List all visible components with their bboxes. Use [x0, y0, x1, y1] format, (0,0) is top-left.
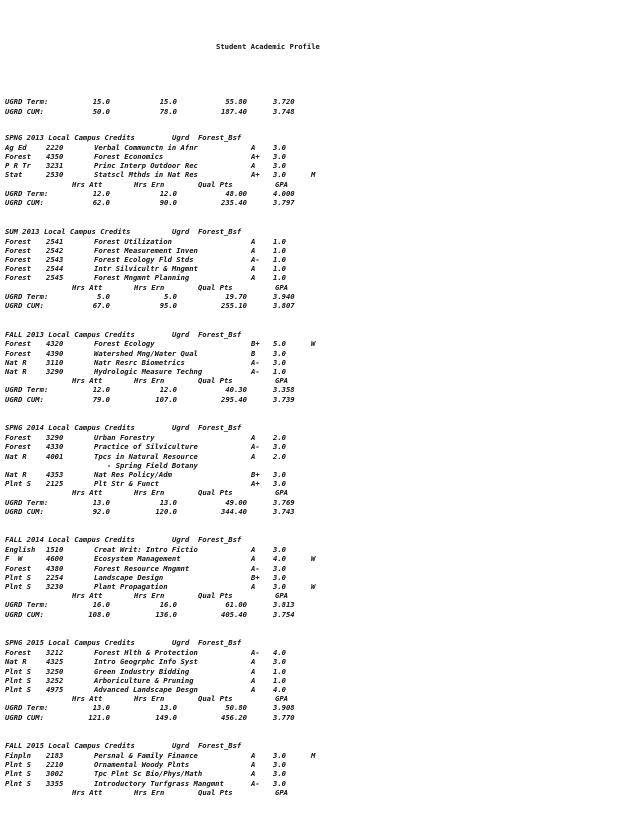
course-units: 3.0	[273, 357, 286, 367]
course-grade: B+	[251, 469, 260, 479]
course-number: 3290	[46, 433, 64, 443]
hrs-attempted: 5.0	[97, 291, 110, 301]
course-grade: A-	[251, 357, 260, 367]
hrs-earned: 5.0	[164, 291, 177, 301]
course-title: Statscl Mthds in Nat Res	[94, 170, 198, 180]
course-number: 2183	[46, 751, 64, 760]
course-subject: Stat	[5, 170, 23, 180]
course-grade: A	[251, 236, 256, 246]
summary-label: UGRD CUM:	[5, 300, 44, 310]
course-subject: Forest	[5, 348, 31, 358]
hrs-earned: 149.0	[155, 712, 177, 722]
course-title: Arboriculture & Pruning	[94, 675, 194, 685]
gpa-value: 3.358	[273, 385, 295, 395]
course-grade: A	[251, 582, 256, 591]
hrs-attempted: 67.0	[92, 300, 110, 310]
gpa-value: 3.720	[273, 97, 295, 106]
course-number: 2220	[46, 142, 64, 152]
col-hrs-att: Hrs Att	[72, 376, 103, 386]
course-subject: Plnt S	[5, 572, 31, 582]
course-number: 3290	[46, 367, 64, 376]
quality-points: 19.70	[225, 291, 247, 301]
program-name: Ugrd Forest_Bsf	[172, 741, 242, 751]
hrs-attempted: 50.0	[92, 107, 110, 116]
course-grade: B	[251, 348, 256, 358]
course-note: - Spring Field Botany	[107, 460, 198, 470]
quality-points: 344.40	[221, 506, 247, 516]
course-subject: Forest	[5, 152, 31, 161]
col-gpa: GPA	[275, 694, 288, 704]
course-title: Forest Hlth & Protection	[94, 648, 198, 658]
term-title: FALL 2015 Local Campus Credits	[5, 741, 135, 751]
course-title: Landscape Design	[94, 572, 164, 582]
course-grade: A-	[251, 648, 260, 658]
course-title: Ornamental Woody Plnts	[94, 760, 190, 770]
course-number: 3110	[46, 357, 64, 367]
course-subject: Plnt S	[5, 675, 31, 685]
course-number: 2125	[46, 479, 64, 489]
course-units: 1.0	[273, 245, 286, 255]
course-title: Intr Silvicultr & Mngmnt	[94, 264, 198, 274]
course-title: Princ Interp Outdoor Rec	[94, 161, 198, 171]
hrs-attempted: 16.0	[92, 600, 110, 610]
summary-label: UGRD CUM:	[5, 107, 44, 116]
quality-points: 49.00	[225, 497, 247, 507]
col-hrs-ern: Hrs Ern	[134, 179, 165, 189]
summary-label: UGRD Term:	[5, 188, 49, 198]
quality-points: 405.40	[221, 609, 247, 619]
course-units: 3.0	[273, 469, 286, 479]
col-hrs-ern: Hrs Ern	[134, 694, 165, 704]
col-hrs-att: Hrs Att	[72, 694, 103, 704]
hrs-earned: 90.0	[159, 198, 177, 207]
course-grade: A	[251, 264, 256, 274]
hrs-attempted: 13.0	[92, 703, 110, 713]
summary-label: UGRD Term:	[5, 497, 49, 507]
course-units: 3.0	[273, 479, 286, 489]
course-subject: Nat R	[5, 357, 27, 367]
gpa-value: 3.769	[273, 497, 295, 507]
course-subject: Forest	[5, 273, 31, 283]
course-title: Natr Resrc Biometrics	[94, 357, 185, 367]
course-number: 3212	[46, 648, 64, 658]
gpa-value: 3.908	[273, 703, 295, 713]
course-units: 3.0	[273, 170, 286, 180]
course-number: 3252	[46, 675, 64, 685]
course-units: 1.0	[273, 254, 286, 264]
course-number: 4325	[46, 657, 64, 667]
col-qual-pts: Qual Pts	[198, 591, 233, 601]
course-flag: W	[311, 554, 316, 564]
hrs-attempted: 13.0	[92, 497, 110, 507]
quality-points: 48.00	[225, 188, 247, 198]
col-qual-pts: Qual Pts	[198, 376, 233, 386]
course-units: 5.0	[273, 339, 286, 349]
col-hrs-att: Hrs Att	[72, 787, 103, 797]
course-grade: A	[251, 657, 256, 667]
program-name: Ugrd Forest_Bsf	[172, 226, 242, 236]
course-grade: A+	[251, 170, 260, 180]
course-title: Hydrologic Measure Techng	[94, 367, 203, 376]
course-grade: A	[251, 760, 256, 770]
quality-points: 61.00	[225, 600, 247, 610]
program-name: Ugrd Forest_Bsf	[172, 638, 242, 648]
course-number: 3230	[46, 582, 64, 591]
course-title: Verbal Communctn in Afnr	[94, 142, 198, 152]
course-subject: Plnt S	[5, 684, 31, 694]
summary-label: UGRD CUM:	[5, 609, 44, 619]
course-subject: Nat R	[5, 657, 27, 667]
gpa-value: 3.754	[273, 609, 295, 619]
course-title: Creat Writ: Intro Fictio	[94, 545, 198, 555]
gpa-value: 3.797	[273, 198, 295, 207]
hrs-attempted: 15.0	[92, 97, 110, 106]
quality-points: 456.20	[221, 712, 247, 722]
hrs-earned: 12.0	[159, 385, 177, 395]
course-grade: A+	[251, 152, 260, 161]
course-number: 2541	[46, 236, 64, 246]
hrs-earned: 13.0	[159, 497, 177, 507]
course-subject: Forest	[5, 433, 31, 443]
course-grade: A	[251, 545, 256, 555]
col-gpa: GPA	[275, 282, 288, 292]
course-title: Urban Forestry	[94, 433, 155, 443]
course-grade: A	[251, 433, 256, 443]
course-subject: Nat R	[5, 451, 27, 461]
course-grade: A-	[251, 778, 260, 788]
course-units: 4.0	[273, 648, 286, 658]
term-title: SPNG 2013 Local Campus Credits	[5, 133, 135, 142]
course-number: 4353	[46, 469, 64, 479]
course-subject: Forest	[5, 254, 31, 264]
course-grade: B+	[251, 572, 260, 582]
col-hrs-att: Hrs Att	[72, 488, 103, 498]
col-hrs-att: Hrs Att	[72, 591, 103, 601]
course-units: 3.0	[273, 545, 286, 555]
col-hrs-att: Hrs Att	[72, 282, 103, 292]
col-qual-pts: Qual Pts	[198, 694, 233, 704]
course-units: 3.0	[273, 778, 286, 788]
course-units: 1.0	[273, 273, 286, 283]
course-subject: Forest	[5, 236, 31, 246]
course-flag: M	[311, 170, 316, 180]
course-units: 3.0	[273, 152, 286, 161]
quality-points: 235.40	[221, 198, 247, 207]
course-title: Forest Mngmnt Planning	[94, 273, 190, 283]
course-number: 4975	[46, 684, 64, 694]
page-title: Student Academic Profile	[216, 42, 320, 51]
course-units: 2.0	[273, 433, 286, 443]
course-number: 3231	[46, 161, 64, 171]
course-subject: Plnt S	[5, 769, 31, 779]
summary-label: UGRD Term:	[5, 385, 49, 395]
term-title: FALL 2014 Local Campus Credits	[5, 535, 135, 545]
course-number: 4350	[46, 152, 64, 161]
col-hrs-ern: Hrs Ern	[134, 488, 165, 498]
hrs-earned: 13.0	[159, 703, 177, 713]
course-number: 2545	[46, 273, 64, 283]
gpa-value: 3.813	[273, 600, 295, 610]
summary-label: UGRD Term:	[5, 703, 49, 713]
course-grade: A	[251, 161, 256, 171]
course-title: Introductory Turfgrass Mangmnt	[94, 778, 224, 788]
course-title: Ecosystem Management	[94, 554, 181, 564]
course-number: 4320	[46, 339, 64, 349]
course-grade: A	[251, 751, 256, 760]
course-grade: A-	[251, 254, 260, 264]
course-flag: W	[311, 582, 316, 591]
course-units: 3.0	[273, 572, 286, 582]
quality-points: 40.30	[225, 385, 247, 395]
course-title: Tpc Plnt Sc Bio/Phys/Math	[94, 769, 203, 779]
course-number: 2254	[46, 572, 64, 582]
course-subject: Forest	[5, 563, 31, 573]
col-hrs-att: Hrs Att	[72, 179, 103, 189]
course-flag: W	[311, 339, 316, 349]
quality-points: 295.40	[221, 394, 247, 404]
summary-label: UGRD Term:	[5, 600, 49, 610]
course-title: Forest Resource Mngmnt	[94, 563, 190, 573]
hrs-earned: 107.0	[155, 394, 177, 404]
summary-label: UGRD Term:	[5, 291, 49, 301]
col-qual-pts: Qual Pts	[198, 488, 233, 498]
course-title: Watershed Mng/Water Qual	[94, 348, 198, 358]
course-units: 2.0	[273, 451, 286, 461]
course-units: 1.0	[273, 666, 286, 676]
term-title: SPNG 2014 Local Campus Credits	[5, 423, 135, 433]
course-grade: A	[251, 245, 256, 255]
hrs-earned: 12.0	[159, 188, 177, 198]
col-gpa: GPA	[275, 787, 288, 797]
course-title: Nat Res Policy/Adm	[94, 469, 172, 479]
course-subject: Plnt S	[5, 479, 31, 489]
course-flag: M	[311, 751, 316, 760]
course-number: 3250	[46, 666, 64, 676]
course-grade: A	[251, 666, 256, 676]
course-subject: Forest	[5, 339, 31, 349]
course-subject: Forest	[5, 245, 31, 255]
course-subject: F W	[5, 554, 23, 564]
course-units: 3.0	[273, 760, 286, 770]
course-subject: Plnt S	[5, 760, 31, 770]
quality-points: 255.10	[221, 300, 247, 310]
course-units: 4.0	[273, 684, 286, 694]
course-number: 2530	[46, 170, 64, 180]
course-subject: Plnt S	[5, 666, 31, 676]
course-subject: Nat R	[5, 367, 27, 376]
course-grade: A	[251, 142, 256, 152]
course-units: 1.0	[273, 264, 286, 274]
course-number: 4380	[46, 563, 64, 573]
course-subject: Forest	[5, 648, 31, 658]
program-name: Ugrd Forest_Bsf	[172, 329, 242, 339]
course-grade: A	[251, 451, 256, 461]
course-title: Intro Geogrphc Info Syst	[94, 657, 198, 667]
course-number: 2542	[46, 245, 64, 255]
course-subject: English	[5, 545, 36, 555]
course-grade: B+	[251, 339, 260, 349]
col-hrs-ern: Hrs Ern	[134, 591, 165, 601]
course-title: Forest Ecology Fld Stds	[94, 254, 194, 264]
course-grade: A	[251, 675, 256, 685]
course-subject: Forest	[5, 264, 31, 274]
course-title: Advanced Landscape Desgn	[94, 684, 198, 694]
col-gpa: GPA	[275, 488, 288, 498]
hrs-attempted: 79.0	[92, 394, 110, 404]
col-gpa: GPA	[275, 376, 288, 386]
course-subject: Nat R	[5, 469, 27, 479]
summary-label: UGRD Term:	[5, 97, 49, 106]
course-title: Practice of Silviculture	[94, 442, 198, 452]
course-grade: A+	[251, 479, 260, 489]
course-number: 4600	[46, 554, 64, 564]
course-title: Tpcs in Natural Resource	[94, 451, 198, 461]
course-title: Green Industry Bidding	[94, 666, 190, 676]
program-name: Ugrd Forest_Bsf	[172, 535, 242, 545]
course-units: 1.0	[273, 236, 286, 246]
term-title: FALL 2013 Local Campus Credits	[5, 329, 135, 339]
course-number: 4330	[46, 442, 64, 452]
program-name: Ugrd Forest_Bsf	[172, 133, 242, 142]
course-subject: Ag Ed	[5, 142, 27, 152]
course-number: 4390	[46, 348, 64, 358]
course-units: 3.0	[273, 582, 286, 591]
col-hrs-ern: Hrs Ern	[134, 376, 165, 386]
summary-label: UGRD CUM:	[5, 712, 44, 722]
hrs-earned: 16.0	[159, 600, 177, 610]
course-units: 1.0	[273, 367, 286, 376]
term-title: SPNG 2015 Local Campus Credits	[5, 638, 135, 648]
course-grade: A-	[251, 367, 260, 376]
quality-points: 50.80	[225, 703, 247, 713]
col-hrs-ern: Hrs Ern	[134, 787, 165, 797]
gpa-value: 4.000	[273, 188, 295, 198]
gpa-value: 3.743	[273, 506, 295, 516]
course-units: 3.0	[273, 563, 286, 573]
course-title: Forest Economics	[94, 152, 164, 161]
course-units: 3.0	[273, 348, 286, 358]
course-grade: A	[251, 769, 256, 779]
program-name: Ugrd Forest_Bsf	[172, 423, 242, 433]
col-qual-pts: Qual Pts	[198, 787, 233, 797]
course-title: Forest Utilization	[94, 236, 172, 246]
course-number: 2544	[46, 264, 64, 274]
gpa-value: 3.739	[273, 394, 295, 404]
course-grade: A	[251, 684, 256, 694]
gpa-value: 3.940	[273, 291, 295, 301]
course-number: 1510	[46, 545, 64, 555]
course-title: Persnal & Family Finance	[94, 751, 198, 760]
course-grade: A-	[251, 442, 260, 452]
hrs-attempted: 12.0	[92, 385, 110, 395]
gpa-value: 3.807	[273, 300, 295, 310]
quality-points: 55.80	[225, 97, 247, 106]
hrs-attempted: 121.0	[88, 712, 110, 722]
course-number: 4001	[46, 451, 64, 461]
summary-label: UGRD CUM:	[5, 394, 44, 404]
course-title: Forest Ecology	[94, 339, 155, 349]
hrs-earned: 120.0	[155, 506, 177, 516]
summary-label: UGRD CUM:	[5, 506, 44, 516]
col-gpa: GPA	[275, 179, 288, 189]
course-subject: Plnt S	[5, 778, 31, 788]
course-number: 3002	[46, 769, 64, 779]
course-units: 3.0	[273, 751, 286, 760]
hrs-attempted: 92.0	[92, 506, 110, 516]
hrs-earned: 136.0	[155, 609, 177, 619]
hrs-attempted: 108.0	[88, 609, 110, 619]
col-gpa: GPA	[275, 591, 288, 601]
course-subject: P R Tr	[5, 161, 31, 171]
course-units: 1.0	[273, 675, 286, 685]
course-units: 3.0	[273, 442, 286, 452]
hrs-attempted: 12.0	[92, 188, 110, 198]
gpa-value: 3.770	[273, 712, 295, 722]
gpa-value: 3.748	[273, 107, 295, 116]
summary-label: UGRD CUM:	[5, 198, 44, 207]
term-title: SUM 2013 Local Campus Credits	[5, 226, 131, 236]
course-grade: A-	[251, 563, 260, 573]
col-qual-pts: Qual Pts	[198, 179, 233, 189]
course-number: 2543	[46, 254, 64, 264]
course-title: Plant Propagation	[94, 582, 168, 591]
course-units: 3.0	[273, 161, 286, 171]
course-subject: Plnt S	[5, 582, 31, 591]
course-units: 3.0	[273, 142, 286, 152]
course-number: 3355	[46, 778, 64, 788]
hrs-earned: 15.0	[159, 97, 177, 106]
course-units: 4.0	[273, 554, 286, 564]
course-number: 2210	[46, 760, 64, 770]
course-title: Plt Str & Funct	[94, 479, 159, 489]
course-units: 3.0	[273, 769, 286, 779]
course-grade: A	[251, 273, 256, 283]
course-subject: Forest	[5, 442, 31, 452]
hrs-attempted: 62.0	[92, 198, 110, 207]
course-grade: A	[251, 554, 256, 564]
col-hrs-ern: Hrs Ern	[134, 282, 165, 292]
col-qual-pts: Qual Pts	[198, 282, 233, 292]
hrs-earned: 95.0	[159, 300, 177, 310]
course-subject: Finpln	[5, 751, 31, 760]
course-units: 3.0	[273, 657, 286, 667]
course-title: Forest Measurement Inven	[94, 245, 198, 255]
hrs-earned: 78.0	[159, 107, 177, 116]
quality-points: 187.40	[221, 107, 247, 116]
